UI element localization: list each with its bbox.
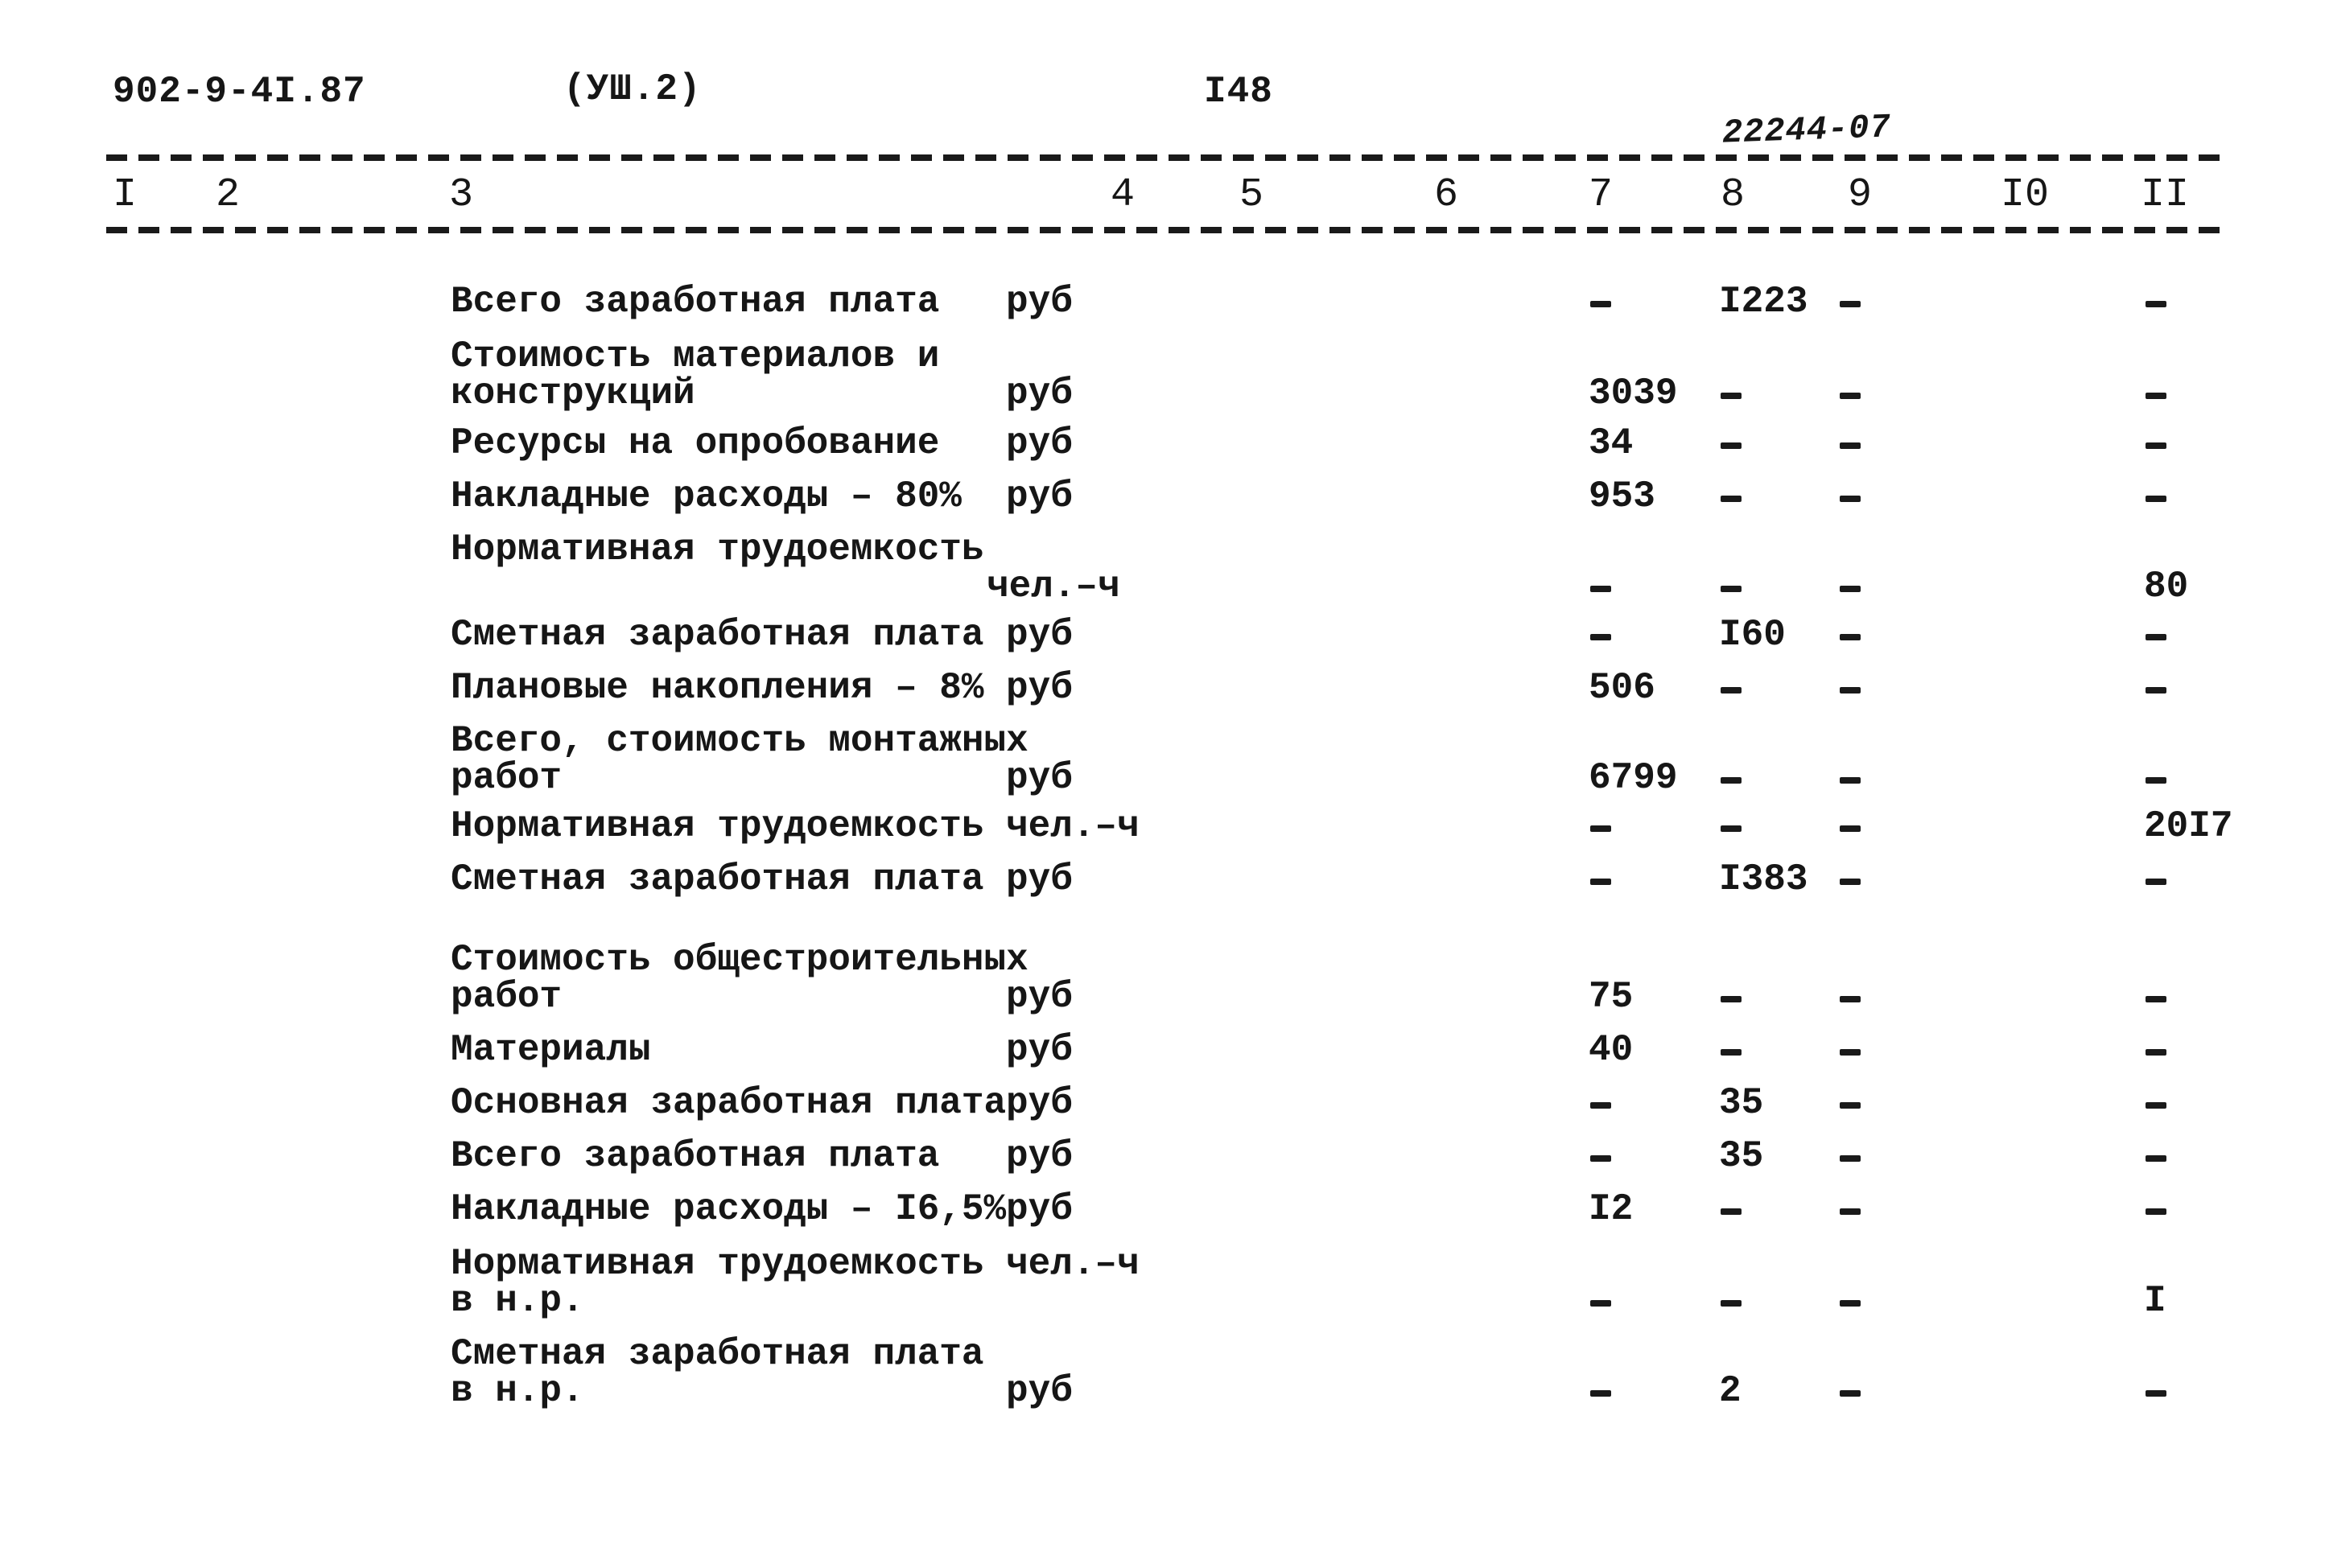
unit-label: руб [1006, 667, 1073, 709]
unit-label: руб [1006, 422, 1073, 464]
col9-value-dash [1840, 634, 1861, 640]
unit-label: руб [1006, 757, 1073, 799]
column-number: 4 [1111, 172, 1136, 218]
col9-value-dash [1840, 1102, 1861, 1109]
col8-value-dash [1721, 496, 1742, 502]
col8-value-dash [1721, 687, 1742, 693]
col9-value-dash [1840, 1208, 1861, 1215]
row-label: работ [451, 757, 563, 799]
col8-value-dash [1721, 777, 1742, 784]
unit-label: руб [1006, 1029, 1073, 1071]
col11-value-dash [2146, 634, 2166, 640]
col11-value-dash [2146, 393, 2166, 399]
column-number: 2 [216, 172, 241, 218]
row-label: в н.р. [451, 1370, 584, 1412]
row-label: Нормативная трудоемкость [451, 805, 984, 847]
column-number: 5 [1239, 172, 1264, 218]
col8-value: I383 [1719, 858, 1808, 900]
row-label: Всего заработная плата [451, 1135, 940, 1177]
col11-value-dash [2146, 442, 2166, 449]
col7-value: 3039 [1589, 372, 1678, 414]
col11-value: I [2144, 1280, 2166, 1322]
row-label: Ресурсы на опробование [451, 422, 940, 464]
col7-value-dash [1590, 1155, 1611, 1162]
col9-value-dash [1840, 996, 1861, 1002]
unit-label: чел.–ч [987, 566, 1120, 607]
unit-label: руб [1006, 1082, 1073, 1124]
col7-value-dash [1590, 586, 1611, 592]
unit-label: руб [1006, 858, 1073, 900]
unit-label: руб [1006, 614, 1073, 656]
col9-value-dash [1840, 777, 1861, 784]
row-label: Накладные расходы – I6,5% [451, 1188, 1007, 1230]
col11-value-dash [2146, 1155, 2166, 1162]
row-label: Материалы [451, 1029, 651, 1071]
row-label: Нормативная трудоемкость [451, 1243, 984, 1285]
col7-value: 6799 [1589, 757, 1678, 799]
row-label: Нормативная трудоемкость [451, 529, 984, 570]
section-label: (УШ.2) [563, 68, 702, 110]
page-number: I48 [1204, 71, 1273, 113]
unit-label: чел.–ч [1006, 1243, 1140, 1285]
col7-value: 506 [1589, 667, 1655, 709]
row-label: Всего заработная плата [451, 281, 940, 323]
column-number: I0 [2001, 172, 2050, 218]
col11-value-dash [2146, 879, 2166, 885]
col9-value-dash [1840, 301, 1861, 307]
unit-label: руб [1006, 976, 1073, 1018]
col11-value-dash [2146, 996, 2166, 1002]
col9-value-dash [1840, 1155, 1861, 1162]
column-number: 7 [1589, 172, 1614, 218]
col7-value: 34 [1589, 422, 1634, 464]
row-label: Стоимость общестроительных [451, 939, 1028, 981]
col8-value-dash [1721, 825, 1742, 832]
col8-value-dash [1721, 1208, 1742, 1215]
col11-value-dash [2146, 1390, 2166, 1397]
col7-value: 75 [1589, 976, 1634, 1018]
col9-value-dash [1840, 393, 1861, 399]
col7-value: I2 [1589, 1188, 1634, 1230]
col8-value: I223 [1719, 281, 1808, 323]
row-label: Плановые накопления – 8% [451, 667, 984, 709]
col11-value-dash [2146, 777, 2166, 784]
header-top-rule [106, 154, 2231, 161]
col9-value-dash [1840, 879, 1861, 885]
row-label: Сметная заработная плата [451, 1333, 984, 1375]
col11-value-dash [2146, 687, 2166, 693]
col8-value-dash [1721, 393, 1742, 399]
row-label: Сметная заработная плата [451, 858, 984, 900]
column-number: 8 [1721, 172, 1746, 218]
col7-value-dash [1590, 1300, 1611, 1307]
col7-value-dash [1590, 1102, 1611, 1109]
unit-label: руб [1006, 475, 1073, 517]
col9-value-dash [1840, 687, 1861, 693]
col9-value-dash [1840, 496, 1861, 502]
header-bottom-rule [106, 227, 2231, 233]
row-label: работ [451, 976, 563, 1018]
col11-value-dash [2146, 496, 2166, 502]
col8-value-dash [1721, 996, 1742, 1002]
col11-value: 20I7 [2144, 805, 2233, 847]
col7-value-dash [1590, 1390, 1611, 1397]
unit-label: чел.–ч [1006, 805, 1140, 847]
col9-value-dash [1840, 1300, 1861, 1307]
column-number: 6 [1434, 172, 1459, 218]
inventory-stamp: 22244-07 [1721, 108, 1892, 153]
row-label: в н.р. [451, 1280, 584, 1322]
column-number: 9 [1848, 172, 1873, 218]
col8-value: I60 [1719, 614, 1786, 656]
unit-label: руб [1006, 281, 1073, 323]
row-label: Сметная заработная плата [451, 614, 984, 656]
col8-value: 35 [1719, 1135, 1764, 1177]
column-number: I [113, 172, 138, 218]
col8-value: 2 [1719, 1370, 1742, 1412]
col9-value-dash [1840, 442, 1861, 449]
col7-value: 40 [1589, 1029, 1634, 1071]
unit-label: руб [1006, 1370, 1073, 1412]
col7-value-dash [1590, 301, 1611, 307]
col8-value-dash [1721, 1300, 1742, 1307]
col9-value-dash [1840, 1390, 1861, 1397]
col7-value: 953 [1589, 475, 1655, 517]
col7-value-dash [1590, 634, 1611, 640]
unit-label: руб [1006, 372, 1073, 414]
col7-value-dash [1590, 879, 1611, 885]
col8-value-dash [1721, 442, 1742, 449]
col9-value-dash [1840, 586, 1861, 592]
row-label: Всего, стоимость монтажных [451, 720, 1028, 762]
unit-label: руб [1006, 1135, 1073, 1177]
col11-value-dash [2146, 1049, 2166, 1056]
col8-value-dash [1721, 586, 1742, 592]
col11-value: 80 [2144, 566, 2189, 607]
col9-value-dash [1840, 825, 1861, 832]
row-label: Основная заработная плата [451, 1082, 1007, 1124]
document-code: 902-9-4I.87 [113, 71, 366, 113]
column-number: 3 [449, 172, 474, 218]
row-label: Накладные расходы – 80% [451, 475, 962, 517]
col8-value-dash [1721, 1049, 1742, 1056]
row-label: Стоимость материалов и [451, 335, 940, 377]
column-number: II [2141, 172, 2190, 218]
col8-value: 35 [1719, 1082, 1764, 1124]
col11-value-dash [2146, 1208, 2166, 1215]
col11-value-dash [2146, 301, 2166, 307]
col9-value-dash [1840, 1049, 1861, 1056]
col11-value-dash [2146, 1102, 2166, 1109]
col7-value-dash [1590, 825, 1611, 832]
unit-label: руб [1006, 1188, 1073, 1230]
row-label: конструкций [451, 372, 695, 414]
